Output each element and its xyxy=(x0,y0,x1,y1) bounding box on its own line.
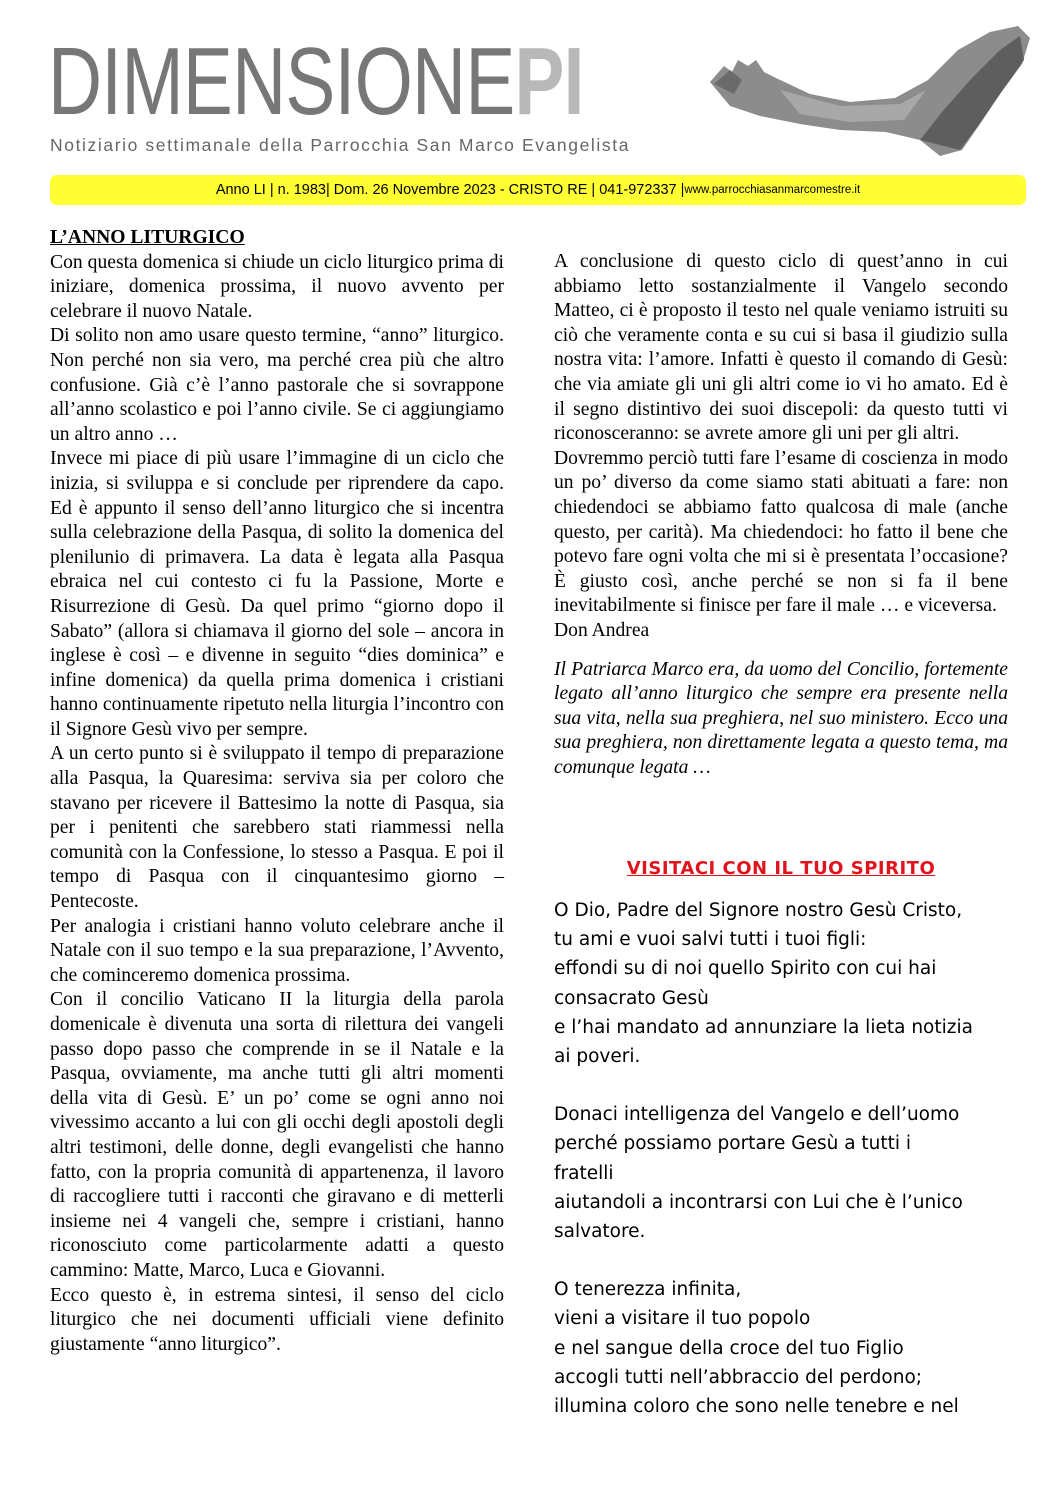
article-paragraph: Invece mi piace di più usare l’immagine di un ciclo che inizia, si sviluppa e si conclude per riprendere da capo. Ed è appunto il senso dell’anno liturgico che si incentra sulla celebrazione della Pasqua, di solito la domenica del plenilunio di primavera. La data è legata alla Pasqua ebraica nel cui contesto ci fu la Passione, Morte e Risurrezione di Gesù. Da quel primo “giorno dopo il Sabato” (allora si chiamava il giorno del sole – ancora in inglese è così – e divenne in seguito “dies dominica” e infine domenica) da quella prima domenica i cristiani hanno continuamente ripetuto nella liturgia l’incontro con il Signore Gesù vivo per sempre. xyxy=(50,448,504,740)
prayer-line: O Dio, Padre del Signore nostro Gesù Cristo, xyxy=(554,900,963,921)
title-main: DIMENSIONE xyxy=(48,28,515,135)
prayer-title: VISITACI CON IL TUO SPIRITO xyxy=(626,858,936,879)
issue-info: Anno LI | n. 1983| Dom. 26 Novembre 2023 - CRISTO RE | 041-972337 | xyxy=(215,182,685,198)
article-title: L’ANNO LITURGICO xyxy=(50,227,245,248)
prayer-line: O tenerezza infinita, xyxy=(554,1279,742,1301)
prayer-line: aiutandoli a incontrarsi con Lui che è l’unico xyxy=(554,1191,963,1213)
prayer-line: vieni a visitare il tuo popolo xyxy=(554,1308,811,1330)
prayer-line: Donaci intelligenza del Vangelo e dell’uomo xyxy=(554,1104,960,1126)
prayer-intro: Il Patriarca Marco era, da uomo del Concilio, fortemente legato all’anno liturgico che sempre era presente nella sua vita, nella sua preghiera, nel suo ministero. Ecco una sua preghiera, non direttamente legata a questo tema, ma comunque legata … xyxy=(554,658,1008,778)
prayer-line: illumina coloro che sono nelle tenebre e nel xyxy=(554,1396,959,1418)
article-paragraph: A conclusione di questo ciclo di quest’anno in cui abbiamo letto sostanzialmente il Vangelo secondo Matteo, ci è proposto il testo nel quale veniamo istruiti su ciò che veramente conta e su cui si basa il giudizio sulla nostra vita: l’amore. Infatti è questo il comando di Gesù: che via amiate gli uni gli altri come io vi ho amato. Ed è il segno distintivo dei suoi discepoli: da questo tutti vi riconosceranno: se avrete amore gli uni per gli altri. xyxy=(554,251,1008,445)
prayer-line: consacrato Gesù xyxy=(554,987,709,1009)
article-paragraph: Ecco questo è, in estrema sintesi, il senso del ciclo liturgico che nei documenti ufficiali viene definito giustamente “anno liturgico”. xyxy=(50,1284,504,1355)
article-right-column xyxy=(554,250,1008,780)
article-paragraph: Per analogia i cristiani hanno voluto celebrare anche il Natale con il suo tempo e la sua preparazione, l’Avvento, che cominceremo domenica prossima. xyxy=(50,915,504,986)
article-paragraph: Dovremmo perciò tutti fare l’esame di coscienza in modo un po’ diverso da come siamo stati abituati a fare: non chiedendoci se abbiamo fatto qualcosa di male (anche questo, per carità). Ma chiedendoci: ho fatto il bene che potevo fare ogni volta che mi si è presentata l’occasione? È giusto così, anche perché se non si fa il bene inevitabilmente si finisce per fare il male … e viceversa. xyxy=(554,447,1008,617)
prayer-stanza xyxy=(554,1275,1014,1421)
prayer-stanza xyxy=(554,896,1014,1071)
article-paragraph: A un certo punto si è sviluppato il tempo di preparazione alla Pasqua, la Quaresima: serviva sia per coloro che stavano per ricevere il Battesimo la notte di Pasqua, sia per i penitenti che sarebbero stati riammessi nella comunità con la Confessione, lo stesso a Pasqua. E poi il tempo di Pasqua con il cinquantesimo giorno – Pentecoste. xyxy=(50,743,504,913)
article-paragraph: Con il concilio Vaticano II la liturgia della parola domenicale è divenuta una sorta di rilettura dei vangeli passo dopo passo che comprende in se il Natale e la Pasqua, ovviamente, ma anche tutti gli altri momenti della vita di Gesù. E’ un po’ come se ogni anno noi vivessimo accanto a lui con gli occhi degli apostoli degli altri testimoni, delle donne, degli evangelisti che hanno fatto, con la propria comunità di appartenenza, il lavoro di raccogliere tutti i racconti che giravano e di metterli insieme nei 4 vangeli che, sempre i cristiani, hanno riconosciuto come particolarmente adatti a questo cammino: Matte, Marco, Luca e Giovanni. xyxy=(50,989,504,1281)
issue-info-bar xyxy=(50,175,1026,205)
prayer-stanza xyxy=(554,1100,1014,1246)
prayer-line: e nel sangue della croce del tuo Figlio xyxy=(554,1337,904,1359)
article-paragraph: Con questa domenica si chiude un ciclo liturgico prima di iniziare, domenica prossima, il nuovo avvento per celebrare il nuovo Natale. xyxy=(50,251,504,322)
prayer-line: perché possiamo portare Gesù a tutti i xyxy=(554,1133,912,1155)
prayer-line: effondi su di noi quello Spirito con cui hai xyxy=(554,958,937,980)
website-link[interactable]: www.parrocchiasanmarcomestre.it xyxy=(684,184,861,196)
prayer-text xyxy=(554,896,1014,1450)
article-signature: Don Andrea xyxy=(554,619,650,641)
title-accent: PI xyxy=(514,28,584,135)
prayer-line: fratelli xyxy=(554,1162,614,1184)
prayer-line: e l’hai mandato ad annunziare la lieta notizia xyxy=(554,1016,973,1038)
prayer-line: tu ami e vuoi salvi tutti i tuoi figli: xyxy=(554,929,867,951)
newsletter-subtitle: Notiziario settimanale della Parrocchia San Marco Evangelista xyxy=(50,135,631,155)
statue-image xyxy=(690,20,1032,158)
prayer-line: ai poveri. xyxy=(554,1046,641,1068)
article-left-column xyxy=(50,226,504,1357)
article-paragraph: Di solito non amo usare questo termine, “anno” liturgico. Non perché non sia vero, ma perché crea più che altro confusione. Già c’è l’anno pastorale che si sovrappone all’anno scolastico e poi l’anno civile. Se ci aggiungiamo un altro anno … xyxy=(50,325,504,445)
newsletter-title xyxy=(48,28,584,135)
prayer-line: accogli tutti nell’abbraccio del perdono; xyxy=(554,1366,923,1388)
prayer-line: salvatore. xyxy=(554,1221,646,1243)
